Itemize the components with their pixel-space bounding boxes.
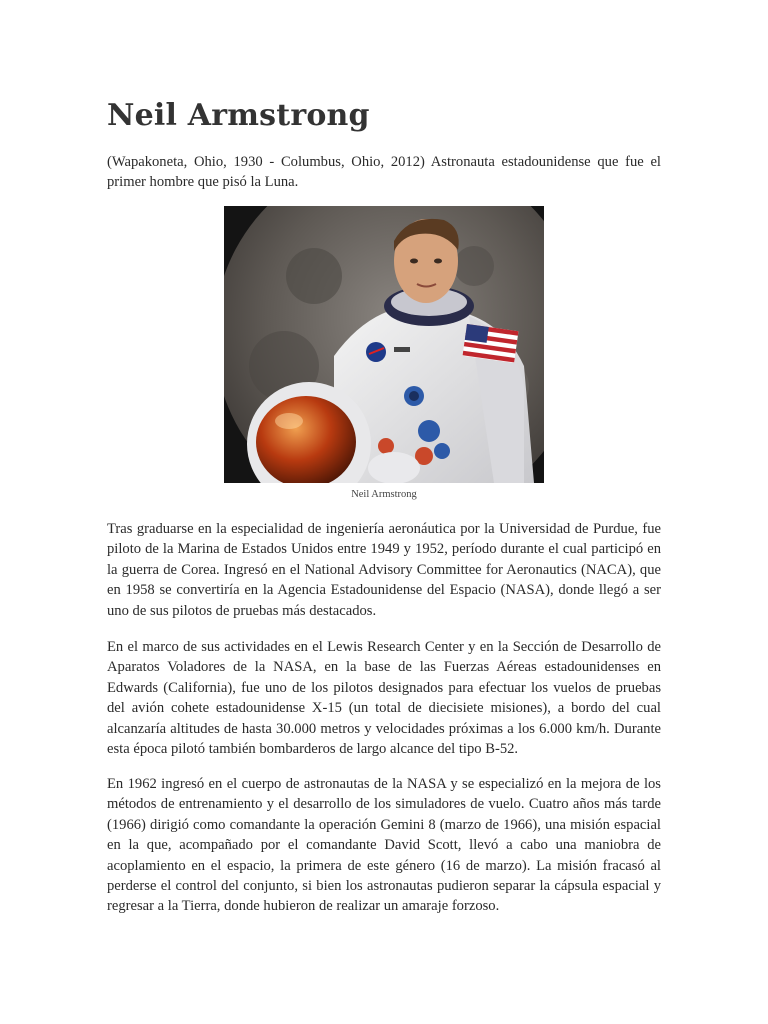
body-paragraph-1: Tras graduarse en la especialidad de ingeniería aeronáutica por la Universidad de Purdue, fue piloto de la Marina de Estados Unidos entre 1949 y 1952, período durante el cual participó en la guerra de Corea. Ingresó en el National Advisory Committee for Aeronautics (NACA), que en 1958 se convertiría en la Agencia Estadounidense del Espacio (NASA), donde llegó a ser uno de sus pilotos de pruebas más destacados. <box>107 521 661 619</box>
body-paragraph-3: En 1962 ingresó en el cuerpo de astronautas de la NASA y se especializó en la mejora de los métodos de entrenamiento y el desarrollo de los simuladores de vuelo. Cuatro años más tarde (1966) dirigió como comandante la operación Gemini 8 (marzo de 1966), una misión espacial en la que, acompañado por el comandante David Scott, llevó a cabo una maniobra de acoplamiento en el espacio, la primera de este género (16 de marzo). La misión fracasó al perderse el control del conjunto, si bien los astronautas pudieron separar la cápsula espacial y regresar a la Tierra, donde hubieron de realizar un amaraje forzoso. <box>107 776 661 915</box>
photo-caption: Neil Armstrong <box>351 489 417 500</box>
astronaut-portrait-photo <box>224 206 544 483</box>
intro-paragraph: (Wapakoneta, Ohio, 1930 - Columbus, Ohio, 2012) Astronauta estadounidense que fue el primer hombre que pisó la Luna. <box>107 154 661 191</box>
body-paragraph-2: En el marco de sus actividades en el Lewis Research Center y en la Sección de Desarrollo de Aparatos Voladores de la NASA, en la base de las Fuerzas Aéreas estadounidenses en Edwards (California), fue uno de los pilotos designados para efectuar los vuelos de pruebas del avión cohete estadounidense X-15 (un total de diecisiete misiones), a bordo del cual alcanzaría altitudes de hasta 30.000 metros y velocidades próximas a los 6.000 km/h. Durante esta época pilotó también bombarderos de largo alcance del tipo B-52. <box>107 639 661 758</box>
page-title: Neil Armstrong <box>107 98 370 133</box>
